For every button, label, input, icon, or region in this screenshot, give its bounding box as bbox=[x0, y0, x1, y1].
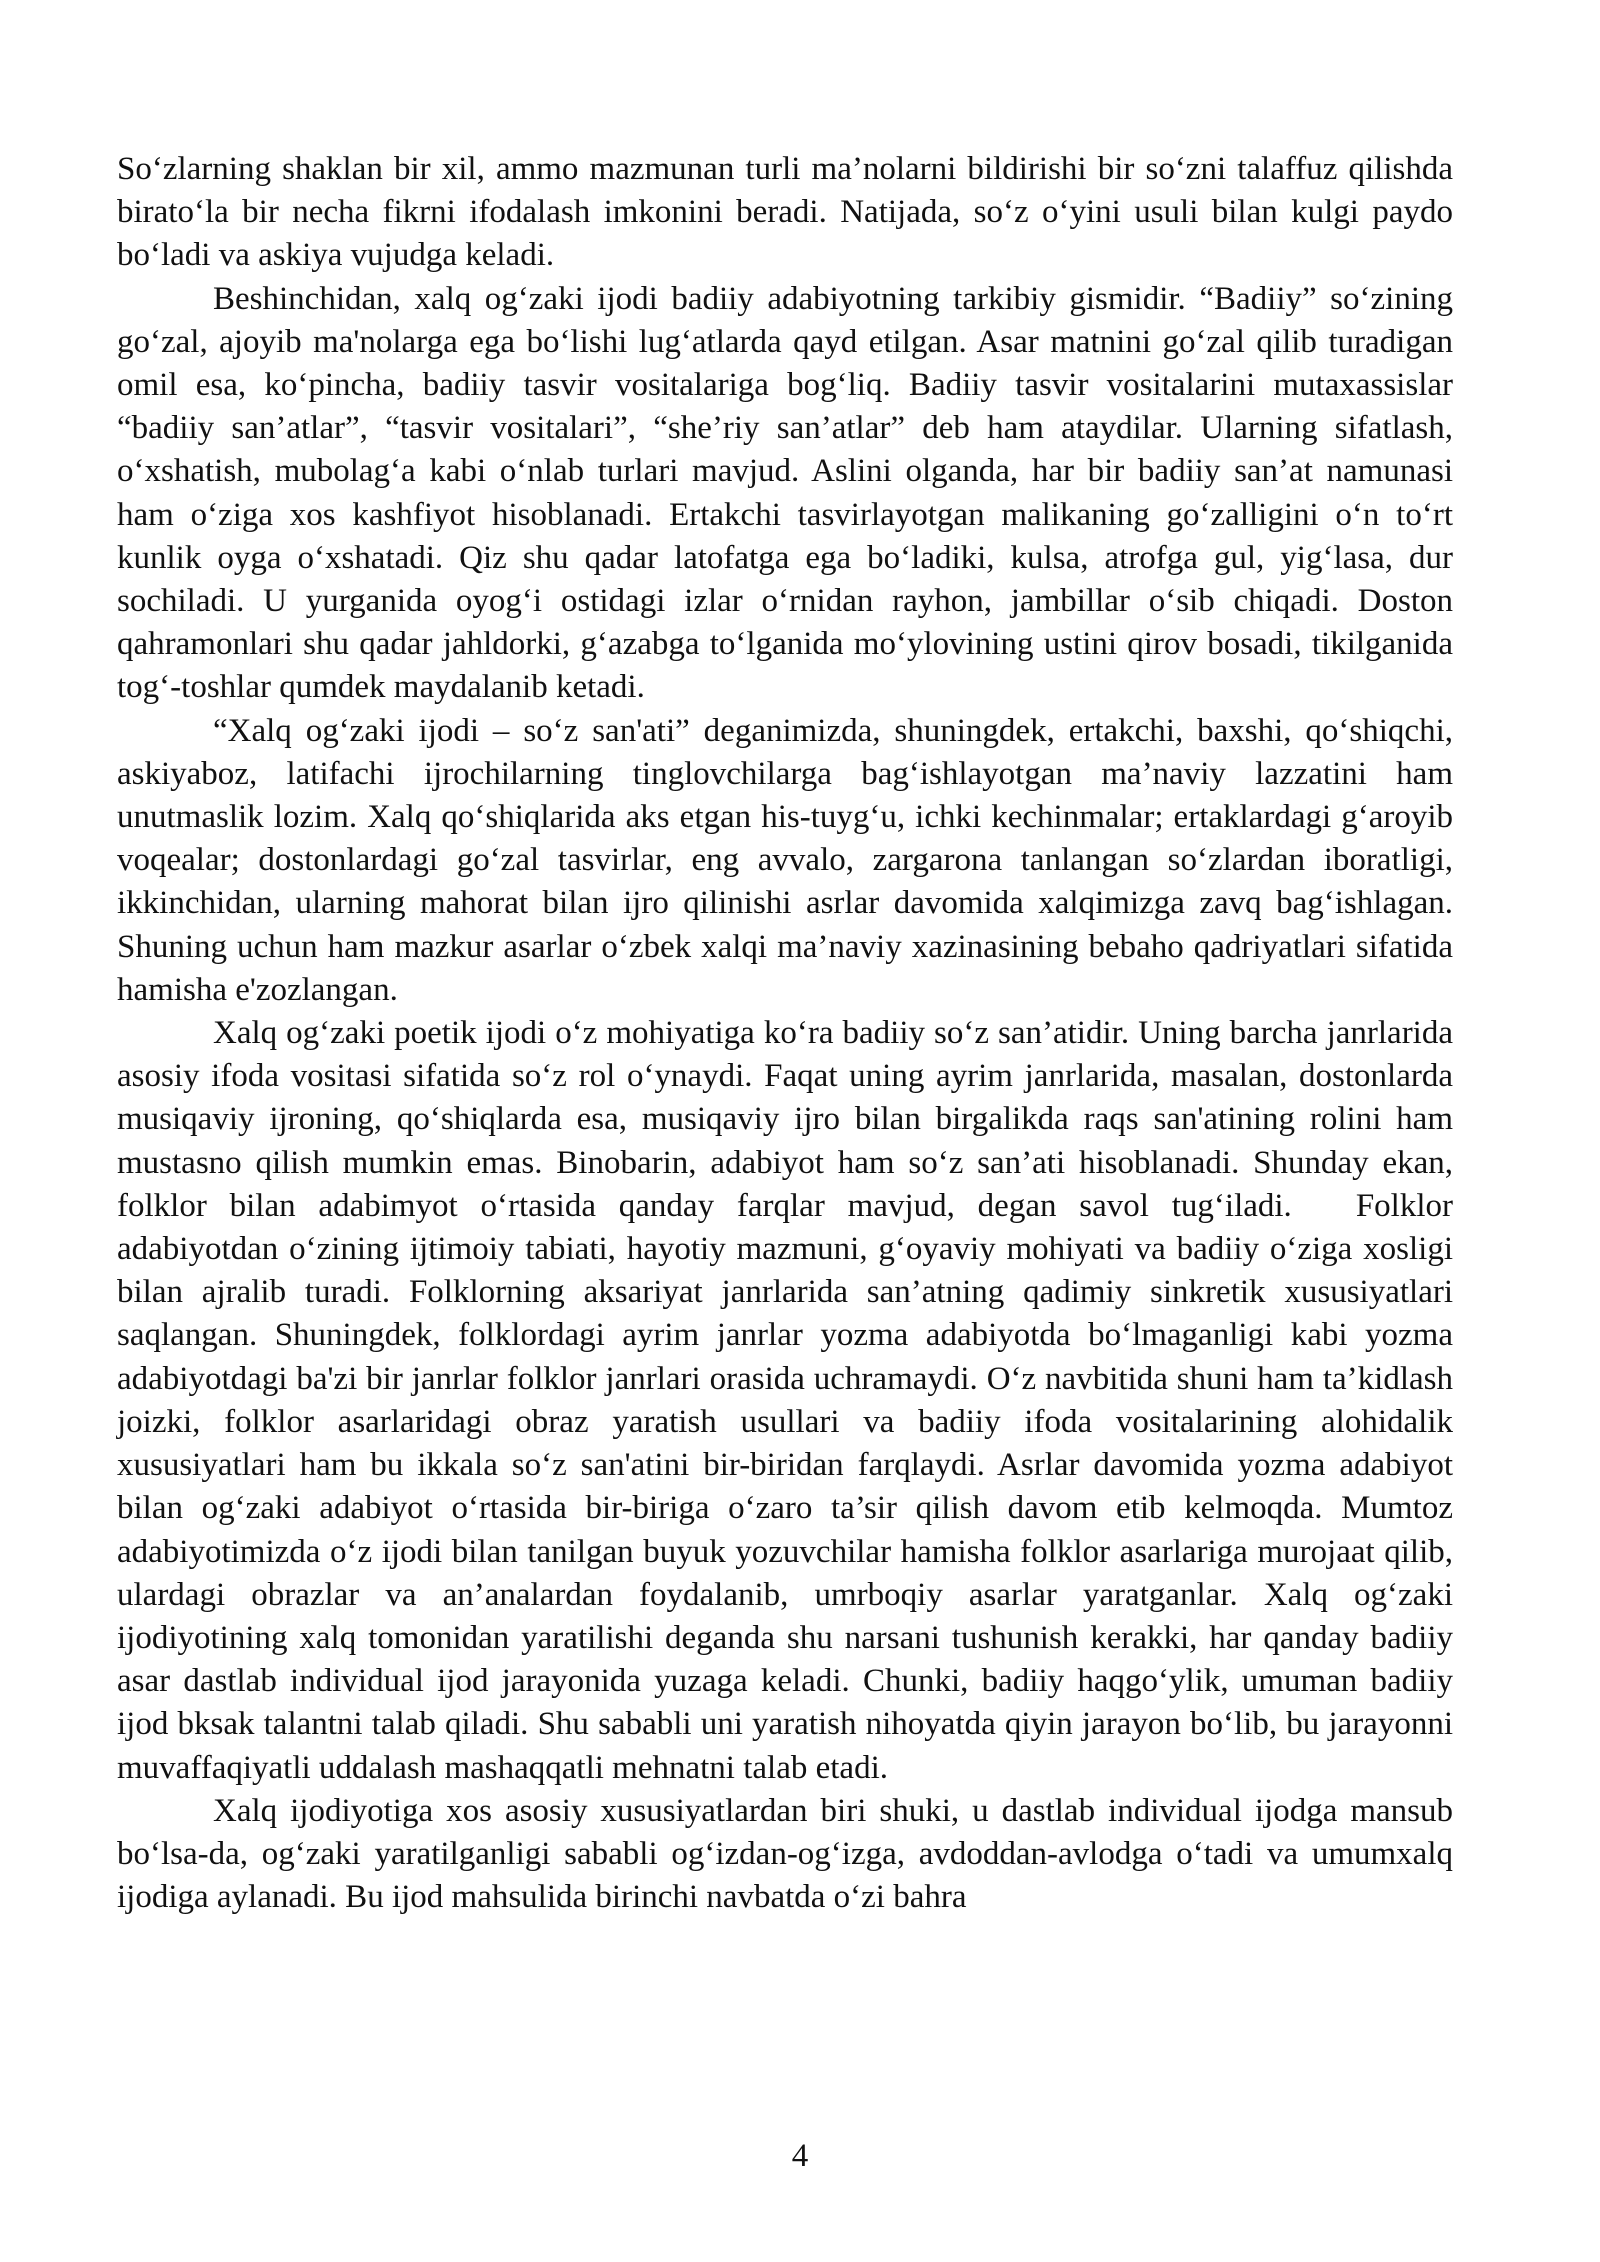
paragraph-4-part-b: Folklor adabiyotdan o‘zining ijtimoiy tabiati, hayotiy mazmuni, g‘oyaviy mohiyati va badiiy o‘ziga xosligi bilan ajralib turadi. Folklorning aksariyat janrlarida san’atning qadimiy sinkretik xususiyatlari saqlangan. Shuningdek, folklordagi ayrim janrlar yozma adabiyotda bo‘lmaganligi kabi yozma adabiyotdagi ba'zi bir janrlar folklor janrlari orasida uchramaydi. O‘z navbitida shuni ham ta’kidlash joizki, folklor asarlaridagi obraz yaratish usullari va badiiy ifoda vositalarining alohidalik xususiyatlari ham bu ikkala so‘z san'atini bir-biridan farqlaydi. Asrlar davomida yozma adabiyot bilan og‘zaki adabiyot o‘rtasida bir-biriga o‘zaro ta’sir qilish davom etib kelmoqda. Mumtoz adabiyotimizda o‘z ijodi bilan tanilgan buyuk yozuvchilar hamisha folklor asarlariga murojaat qilib, ulardagi obrazlar va an’analardan foydalanib, umrboqiy asarlar yaratganlar. Xalq og‘zaki ijodiyotining xalq tomonidan yaratilishi deganda shu narsani tushunish kerakki, har qanday badiiy asar dastlab individual ijod jarayonida yuzaga keladi. Chunki, badiiy haqgo‘ylik, umuman badiiy ijod bksak talantni talab qiladi. Shu sababli uni yaratish nihoyatda qiyin jarayon bo‘lib, bu jarayonni muvaffaqiyatli uddalash mashaqqatli mehnatni talab etadi. bbox=[117, 1187, 1453, 1786]
document-page bbox=[117, 148, 1453, 1919]
paragraph-4 bbox=[117, 1012, 1453, 1790]
paragraph-1: So‘zlarning shaklan bir xil, ammo mazmunan turli ma’nolarni bildirishi bir so‘zni talaffuz qilishda birato‘la bir necha fikrni ifodalash imkonini beradi. Natijada, so‘z o‘yini usuli bilan kulgi paydo bo‘ladi va askiya vujudga keladi. bbox=[117, 151, 1453, 274]
paragraph-3: “Xalq og‘zaki ijodi – so‘z san'ati” deganimizda, shuningdek, ertakchi, baxshi, qo‘shiqchi, askiyaboz, latifachi ijrochilarning tinglovchilarga bag‘ishlayotgan ma’naviy lazzatini ham unutmaslik lozim. Xalq qo‘shiqlarida aks etgan his-tuyg‘u, ichki kechinmalar; ertaklardagi g‘aroyib voqealar; dostonlardagi go‘zal tasvirlar, eng avvalo, zargarona tanlangan so‘zlardan iboratligi, ikkinchidan, ularning mahorat bilan ijro qilinishi asrlar davomida xalqimizga zavq bag‘ishlagan. Shuning uchun ham mazkur asarlar o‘zbek xalqi ma’naviy xazinasining bebaho qadriyatlari sifatida hamisha e'zozlangan. bbox=[117, 712, 1453, 1008]
page-number: 4 bbox=[791, 2138, 809, 2174]
paragraph-5: Xalq ijodiyotiga xos asosiy xususiyatlardan biri shuki, u dastlab individual ijodga mansub bo‘lsa-da, og‘zaki yaratilganligi sababli og‘izdan-og‘izga, avdoddan-avlodga o‘tadi va umumxalq ijodiga aylanadi. Bu ijod mahsulida birinchi navbatda o‘zi bahra bbox=[117, 1792, 1453, 1916]
paragraph-2: Beshinchidan, xalq og‘zaki ijodi badiiy adabiyotning tarkibiy gismidir. “Badiiy” so‘zining go‘zal, ajoyib ma'nolarga ega bo‘lishi lug‘atlarda qayd etilgan. Asar matnini go‘zal qilib turadigan omil esa, ko‘pincha, badiiy tasvir vositalariga bog‘liq. Badiiy tasvir vositalarini mutaxassislar “badiiy san’atlar”, “tasvir vositalari”, “she’riy san’atlar” deb ham ataydilar. Ularning sifatlash, o‘xshatish, mubolag‘a kabi o‘nlab turlari mavjud. Aslini olganda, har bir badiiy san’at namunasi ham o‘ziga xos kashfiyot hisoblanadi. Ertakchi tasvirlayotgan malikaning go‘zalligini o‘n to‘rt kunlik oyga o‘xshatadi. Qiz shu qadar latofatga ega bo‘ladiki, kulsa, atrofga gul, yig‘lasa, dur sochiladi. U yurganida oyog‘i ostidagi izlar o‘rnidan rayhon, jambillar o‘sib chiqadi. Doston qahramonlari shu qadar jahldorki, g‘azabga to‘lganida mo‘ylovining ustini qirov bosadi, tikilganida tog‘-toshlar qumdek maydalanib ketadi. bbox=[117, 280, 1453, 706]
paragraph-4-part-a: Xalq og‘zaki poetik ijodi o‘z mohiyatiga ko‘ra badiiy so‘z san’atidir. Uning barcha janrlarida asosiy ifoda vositasi sifatida so‘z rol o‘ynaydi. Faqat uning ayrim janrlarida, masalan, dostonlarda musiqaviy ijroning, qo‘shiqlarda esa, musiqaviy ijro bilan birgalikda raqs san'atining rolini ham mustasno qilish mumkin emas. Binobarin, adabiyot ham so‘z san’ati hisoblanadi. Shunday ekan, folklor bilan adabimyot o‘rtasida qanday farqlar mavjud, degan savol tug‘iladi. bbox=[117, 1015, 1453, 1224]
